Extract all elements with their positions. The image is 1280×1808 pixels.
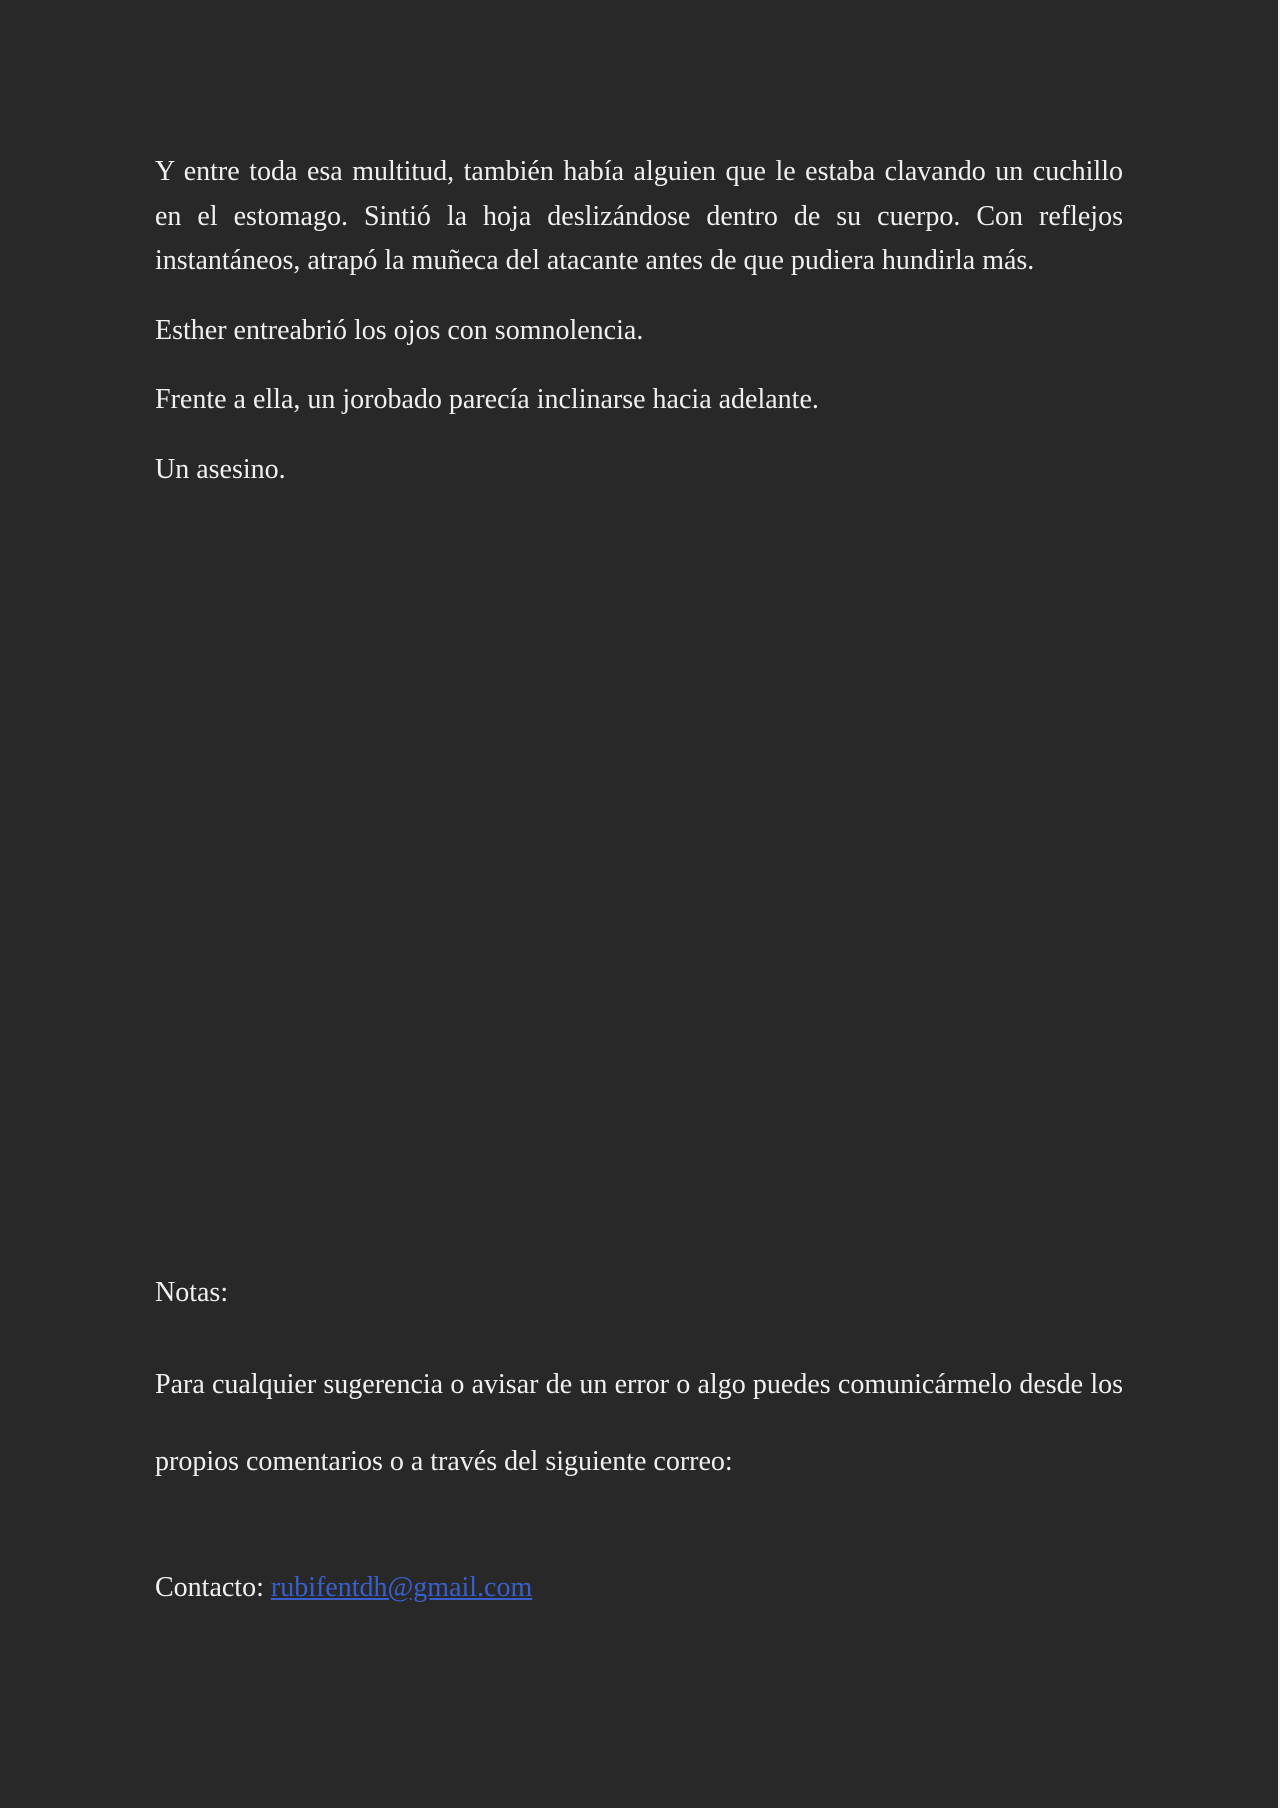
contact-label: Contacto: bbox=[155, 1572, 271, 1603]
story-paragraph-2: Esther entreabrió los ojos con somnolencia. bbox=[155, 314, 644, 346]
notes-suggestion: Para cualquier sugerencia o avisar de un error o algo puedes comunicármelo desde los propios comentarios o a través del siguiente correo: bbox=[155, 1369, 1123, 1477]
story-paragraph-3: Frente a ella, un jorobado parecía inclinarse hacia adelante. bbox=[155, 384, 819, 415]
contact-line bbox=[155, 1566, 532, 1610]
contact-email-link[interactable]: rubifentdh@gmail.com bbox=[270, 1572, 533, 1603]
notes-section bbox=[155, 1271, 1123, 1603]
story-text bbox=[155, 150, 1123, 517]
story-paragraph-4: Un asesino. bbox=[155, 453, 286, 485]
notes-label: Notas: bbox=[155, 1277, 229, 1308]
story-paragraph-1: Y entre toda esa multitud, también había alguien que le estaba clavando un cuchillo en el estomago. Sintió la hoja deslizándose dentro de su cuerpo. Con reflejos instantáneos, atrapó la muñeca del atacante antes de que pudiera hundirla más. bbox=[155, 156, 1123, 276]
